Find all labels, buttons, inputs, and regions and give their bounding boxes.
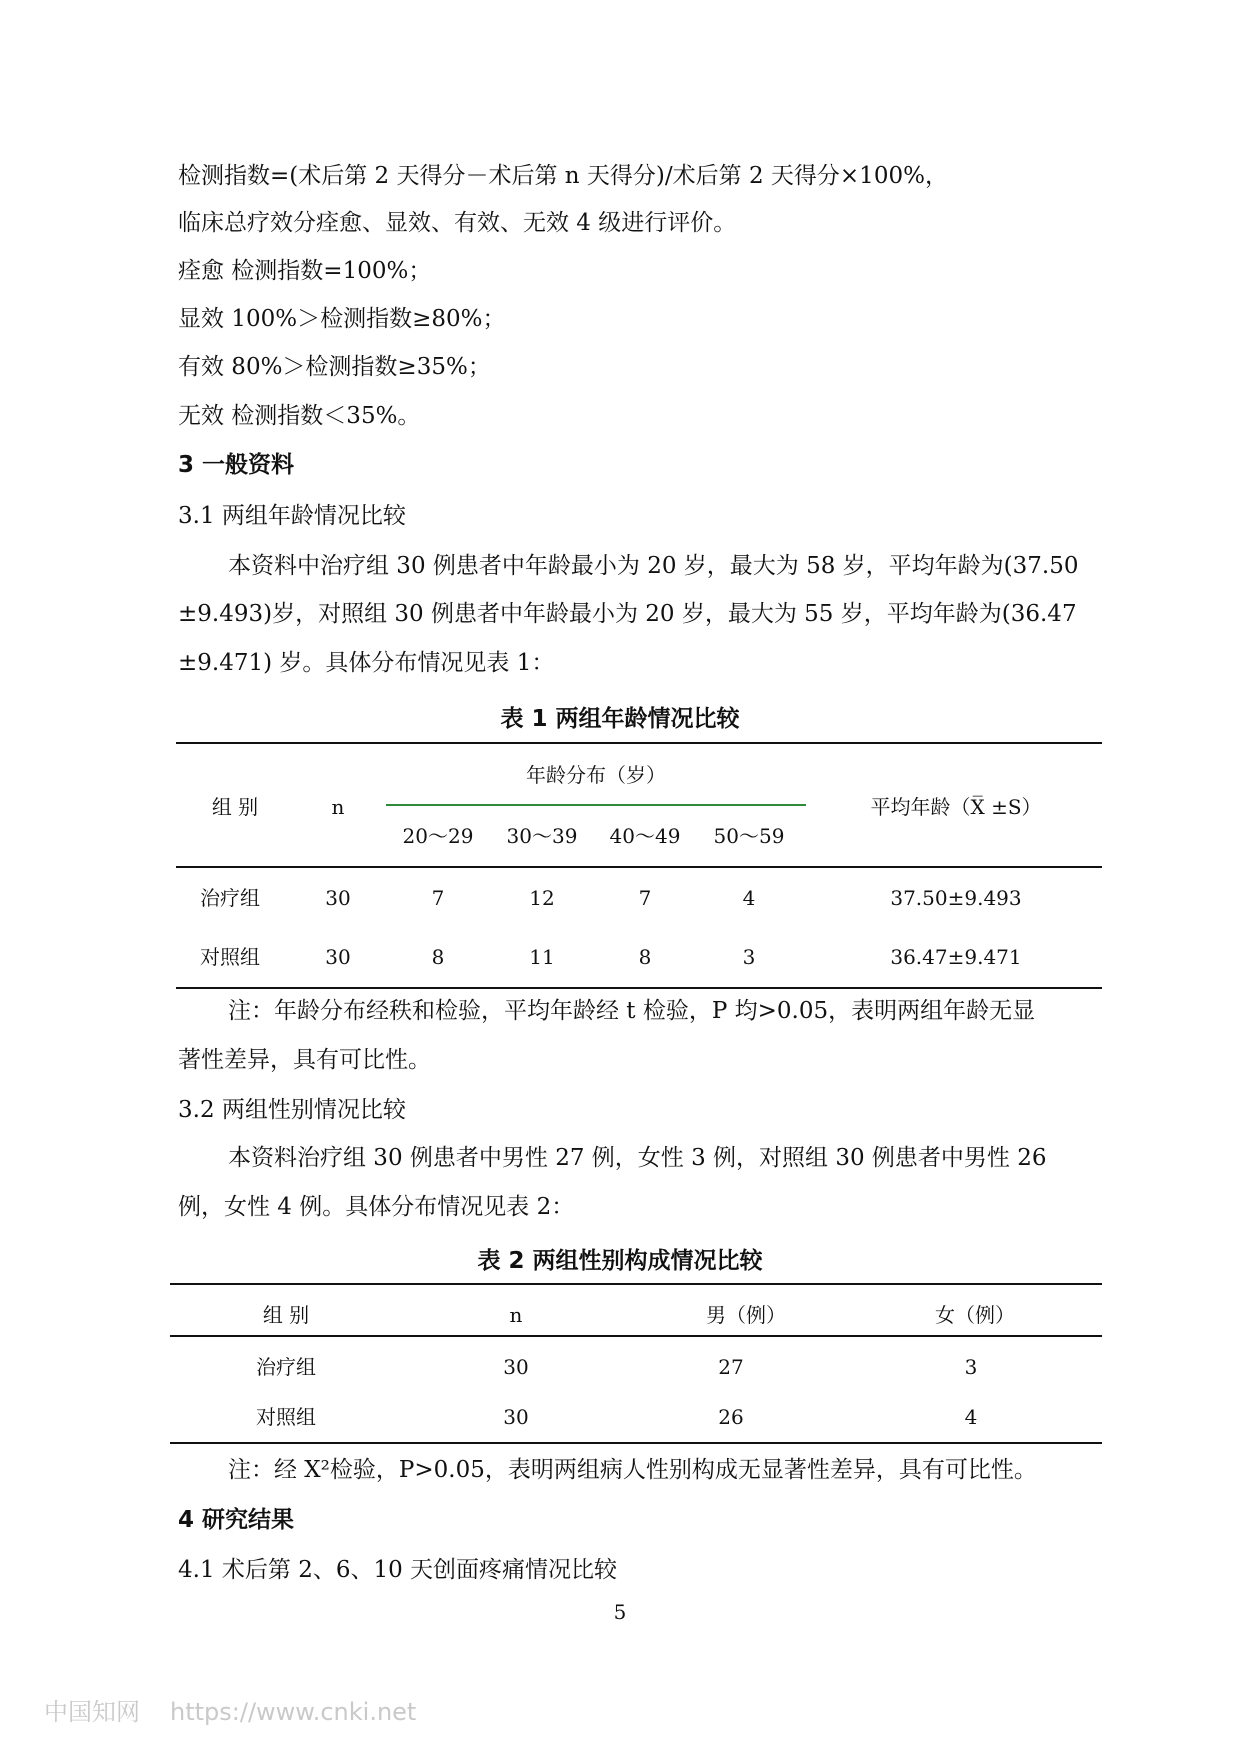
table1-row2-group: 对照组 — [200, 945, 260, 969]
table2-row2-female: 4 — [964, 1405, 978, 1429]
subsection-3-1-heading: 3.1 两组年龄情况比较 — [178, 503, 406, 529]
section-4-heading: 4 研究结果 — [178, 1507, 295, 1533]
table1-header-group: 组 别 — [211, 795, 259, 819]
table1-row2-range30: 11 — [529, 945, 555, 969]
table1-row1-range30: 12 — [529, 886, 555, 910]
table2-row1-male: 27 — [718, 1355, 744, 1379]
paragraph-sex-line1: 本资料治疗组 30 例患者中男性 27 例，女性 3 例，对照组 30 例患者中男性 26 — [228, 1145, 1047, 1171]
table2-header-group: 组 别 — [262, 1303, 310, 1327]
table1-mid-rule — [176, 866, 1102, 868]
paragraph-age-line1: 本资料中治疗组 30 例患者中年龄最小为 20 岁，最大为 58 岁，平均年龄为(37.50 — [228, 553, 1079, 579]
paragraph-sex-line2: 例，女性 4 例。具体分布情况见表 2： — [178, 1194, 575, 1220]
table1-header-mean: 平均年龄（X̅ ±S） — [870, 795, 1042, 819]
table2-header-male: 男（例） — [706, 1303, 786, 1327]
table1-row2-range20: 8 — [431, 945, 445, 969]
table1-note-line2: 著性差异，具有可比性。 — [178, 1047, 431, 1073]
table1-row1-range40: 7 — [638, 886, 652, 910]
table2-caption: 表 2 两组性别构成情况比较 — [477, 1248, 763, 1274]
criterion-cured: 痊愈 检测指数=100%； — [178, 258, 432, 284]
table2-row1-n: 30 — [503, 1355, 529, 1379]
paragraph-age-line3: ±9.471) 岁。具体分布情况见表 1： — [178, 650, 555, 676]
table2-row2-n: 30 — [503, 1405, 529, 1429]
table2-header-female: 女（例） — [935, 1303, 1015, 1327]
table2-row1-group: 治疗组 — [256, 1355, 316, 1379]
table1-note-line1: 注：年龄分布经秩和检验，平均年龄经 t 检验，P 均>0.05，表明两组年龄无显 — [228, 998, 1036, 1024]
table2-row2-group: 对照组 — [256, 1405, 316, 1429]
table2-top-rule — [170, 1283, 1102, 1285]
table1-header-age-dist: 年龄分布（岁） — [526, 763, 666, 787]
page-number: 5 — [613, 1600, 627, 1624]
table1-row2-n: 30 — [325, 945, 351, 969]
subsection-3-2-heading: 3.2 两组性别情况比较 — [178, 1097, 406, 1123]
table2-row1-female: 3 — [964, 1355, 978, 1379]
table1-top-rule — [176, 742, 1102, 744]
criterion-effective: 有效 80%＞检测指数≥35%； — [178, 354, 491, 380]
table1-row1-group: 治疗组 — [200, 886, 260, 910]
table1-row2-mean: 36.47±9.471 — [890, 945, 1022, 969]
table1-caption: 表 1 两组年龄情况比较 — [500, 706, 740, 732]
table1-bottom-rule — [176, 987, 1102, 989]
table1-row1-n: 30 — [325, 886, 351, 910]
grading-line: 临床总疗效分痊愈、显效、有效、无效 4 级进行评价。 — [178, 210, 737, 236]
table1-green-divider — [386, 804, 806, 806]
watermark-site: https://www.cnki.net — [170, 1698, 417, 1726]
table1-row2-range40: 8 — [638, 945, 652, 969]
table1-header-range-40: 40～49 — [609, 824, 681, 848]
table1-header-range-20: 20～29 — [402, 824, 474, 848]
table1-row1-range20: 7 — [431, 886, 445, 910]
subsection-4-1-heading: 4.1 术后第 2、6、10 天创面疼痛情况比较 — [178, 1557, 618, 1583]
table1-header-range-50: 50～59 — [713, 824, 785, 848]
table1-header-n: n — [331, 795, 345, 819]
table1-header-range-30: 30～39 — [506, 824, 578, 848]
table2-note: 注：经 X²检验，P>0.05，表明两组病人性别构成无显著性差异，具有可比性。 — [228, 1457, 1037, 1483]
watermark-brand: 中国知网 — [44, 1698, 140, 1726]
formula-line: 检测指数=(术后第 2 天得分－术后第 n 天得分)/术后第 2 天得分×100%， — [178, 163, 948, 189]
table1-row2-range50: 3 — [742, 945, 756, 969]
table2-mid-rule — [170, 1335, 1102, 1337]
paragraph-age-line2: ±9.493)岁，对照组 30 例患者中年龄最小为 20 岁，最大为 55 岁，平均年龄为(36.47 — [178, 601, 1077, 627]
table2-bottom-rule — [170, 1442, 1102, 1444]
table2-row2-male: 26 — [718, 1405, 744, 1429]
table1-row1-mean: 37.50±9.493 — [890, 886, 1022, 910]
table2-header-n: n — [509, 1303, 523, 1327]
cnki-watermark — [44, 1692, 416, 1727]
criterion-marked: 显效 100%＞检测指数≥80%； — [178, 306, 506, 332]
criterion-ineffective: 无效 检测指数＜35%。 — [178, 403, 421, 429]
section-3-heading: 3 一般资料 — [178, 452, 295, 478]
table1-row1-range50: 4 — [742, 886, 756, 910]
